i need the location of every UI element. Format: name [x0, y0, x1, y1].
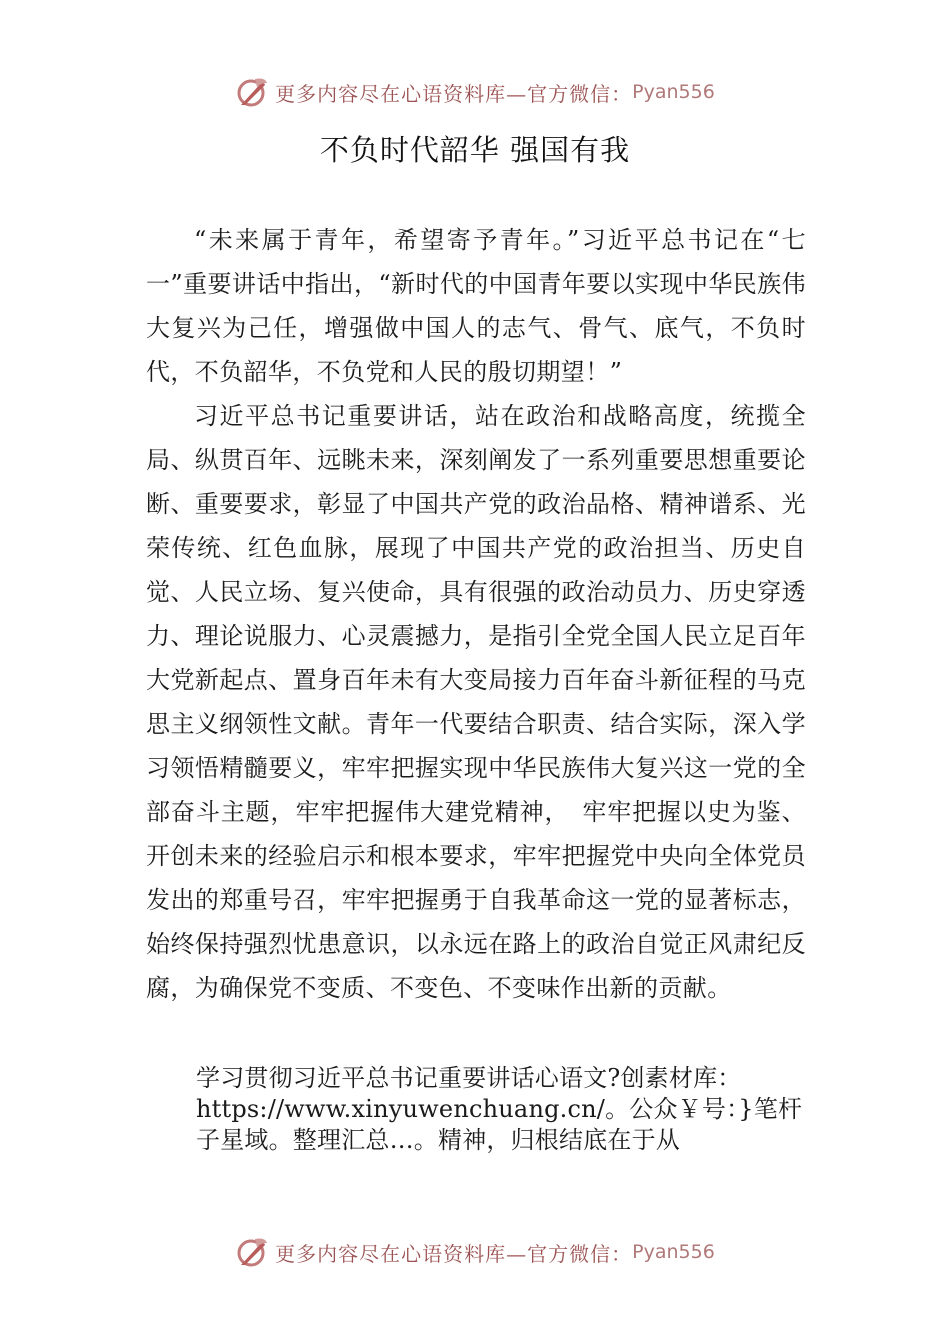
quill-logo-icon	[235, 1235, 269, 1269]
appended-line-3: 子星域。整理汇总…。精神，归根结底在于从	[196, 1126, 680, 1154]
watermark-wechat-id: Pyan556	[632, 1241, 715, 1263]
document-title: 不负时代韶华 强国有我	[319, 133, 631, 167]
quill-logo-icon	[235, 75, 269, 109]
appended-text	[196, 1063, 816, 1156]
paragraph-1: “未来属于青年，希望寄予青年。”习近平总书记在“七一”重要讲话中指出，“新时代的中国青年要以实现中华民族伟大复兴为己任，增强做中国人的志气、骨气、底气，不负时代，不负韶华，不负党和人民的殷切期望！”	[146, 226, 806, 386]
footer-watermark	[0, 1232, 950, 1272]
watermark-text: 更多内容尽在心语资料库—官方微信：	[275, 81, 633, 106]
appended-line-2: https://www.xinyuwenchuang.cn/。公众￥号：}笔杆	[196, 1095, 803, 1123]
document-body	[146, 218, 806, 1010]
appended-line-1: 学习贯彻习近平总书记重要讲话心语文?创素材库：	[196, 1064, 742, 1092]
paragraph-2: 习近平总书记重要讲话，站在政治和战略高度，统揽全局、纵贯百年、远眺未来，深刻阐发了一系列重要思想重要论断、重要要求，彰显了中国共产党的政治品格、精神谱系、光荣传统、红色血脉，展现了中国共产党的政治担当、历史自觉、人民立场、复兴使命，具有很强的政治动员力、历史穿透力、理论说服力、心灵震撼力，是指引全党全国人民立足百年大党新起点、置身百年未有大变局接力百年奋斗新征程的马克思主义纲领性文献。青年一代要结合职责、结合实际，深入学习领悟精髓要义，牢牢把握实现中华民族伟大复兴这一党的全部奋斗主题，牢牢把握伟大建党精神， 牢牢把握以史为鉴、开创未来的经验启示和根本要求，牢牢把握党中央向全体党员发出的郑重号召，牢牢把握勇于自我革命这一党的显著标志，始终保持强烈忧患意识，以永远在路上的政治自觉正风肃纪反腐，为确保党不变质、不变色、不变味作出新的贡献。	[146, 402, 806, 1002]
header-watermark	[0, 72, 950, 112]
watermark-wechat-id: Pyan556	[632, 81, 715, 103]
watermark-text: 更多内容尽在心语资料库—官方微信：	[275, 1241, 633, 1266]
